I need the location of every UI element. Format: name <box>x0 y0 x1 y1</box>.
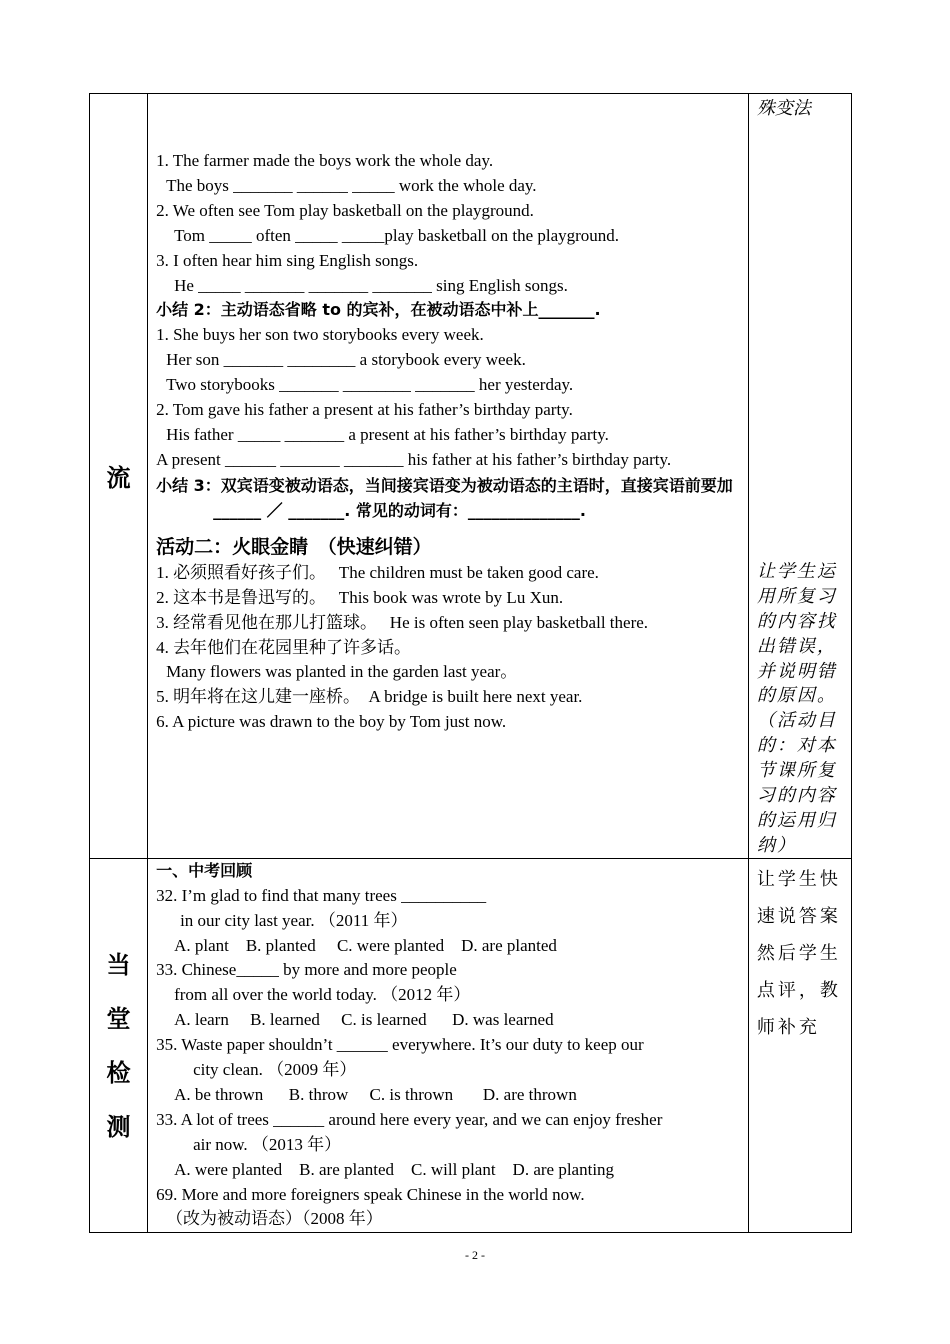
correction-item: Many flowers was planted in the garden last year。 <box>166 662 518 682</box>
stage-char: 当 <box>106 950 131 979</box>
question-stem: 33. A lot of trees ______ around here every year, and we can enjoy fresher <box>156 1109 663 1129</box>
question-options: A. plant B. planted C. were planted D. are planted <box>174 935 557 955</box>
question-stem: 35. Waste paper shouldn’t ______ everywhere. It’s our duty to keep our <box>156 1035 644 1055</box>
side-note-test: 让学生快速说答案然后学生点评，教师补充 <box>756 868 841 1037</box>
question-stem: 69. More and more foreigners speak Chinese in the world now. <box>156 1184 585 1204</box>
correction-item: 2. 这本书是鲁迅写的。 This book was wrote by Lu Xun. <box>156 587 564 607</box>
exercise-line: He _____ _______ _______ _______ sing English songs. <box>174 275 568 295</box>
exercise-line: 2. Tom gave his father a present at his father’s birthday party. <box>156 400 573 420</box>
exercise-line: His father _____ _______ a present at his father’s birthday party. <box>166 424 609 444</box>
lesson-table <box>89 93 852 1233</box>
stage-char: 堂 <box>106 1004 131 1033</box>
exercise-line: A present ______ _______ _______ his father at his father’s birthday party. <box>156 449 672 469</box>
process-row <box>90 94 852 859</box>
page-number: - 2 - <box>465 1248 485 1262</box>
stage-cell-process <box>90 94 148 859</box>
side-note-activity: 让学生运用所复习的内容找出错误，并说明错的原因。（活动目的：对本节课所复习的内容的运用归纳） <box>756 560 837 855</box>
exercise-line: Two storybooks _______ ________ _______ her yesterday. <box>166 375 574 395</box>
question-stem: in our city last year. （2011 年） <box>180 910 408 930</box>
correction-item: 4. 去年他们在花园里种了许多话。 <box>156 637 412 657</box>
exercise-line: 3. I often hear him sing English songs. <box>156 250 419 270</box>
summary-3: 小结 3：双宾语变被动语态，当间接宾语变为被动语态的主语时，直接宾语前要加______ ／ _______. 常见的动词有：______________. <box>156 475 733 520</box>
exercise-line: 1. She buys her son two storybooks every week. <box>156 325 484 345</box>
question-stem: 33. Chinese_____ by more and more people <box>156 960 457 980</box>
summary-2: 小结 2：主动语态省略 to 的宾补，在被动语态中补上_______. <box>156 300 601 320</box>
section-title: 一、中考回顾 <box>156 860 253 880</box>
question-options: A. learn B. learned C. is learned D. was learned <box>174 1010 554 1030</box>
exercise-line: 1. The farmer made the boys work the whole day. <box>156 151 494 170</box>
question-options: A. were planted B. are planted C. will plant D. are planting <box>174 1159 615 1179</box>
test-row <box>90 858 852 1233</box>
exercise-line: 2. We often see Tom play basketball on the playground. <box>156 200 534 220</box>
process-note-cell <box>748 94 851 859</box>
test-content-cell <box>148 858 749 1233</box>
test-note-cell <box>748 858 851 1233</box>
question-stem: 32. I’m glad to find that many trees __________ <box>156 885 487 905</box>
correction-item: 6. A picture was drawn to the boy by Tom just now. <box>156 712 507 732</box>
correction-item: 3. 经常看见他在那儿打篮球。 He is often seen play basketball there. <box>156 612 649 632</box>
question-stem: city clean. （2009 年） <box>193 1060 357 1080</box>
exercise-line: Her son _______ ________ a storybook every week. <box>166 350 526 370</box>
question-options: A. be thrown B. throw C. is thrown D. are thrown <box>174 1084 577 1104</box>
question-instruction: （改为被动语态）（2008 年） <box>166 1209 383 1229</box>
side-note-top: 殊变法 <box>756 98 811 118</box>
activity-2-title: 活动二：火眼金睛 （快速纠错） <box>156 535 432 558</box>
exercise-line: The boys _______ ______ _____ work the whole day. <box>166 175 537 195</box>
correction-item: 1. 必须照看好孩子们。 The children must be taken good care. <box>156 562 599 582</box>
stage-cell-test <box>90 858 148 1233</box>
question-stem: from all over the world today. （2012 年） <box>174 985 471 1005</box>
stage-char: 检 <box>106 1058 131 1087</box>
exercise-line: Tom _____ often _____ _____play basketball on the playground. <box>174 225 620 245</box>
stage-char: 测 <box>106 1112 131 1141</box>
correction-item: 5. 明年将在这儿建一座桥。 A bridge is built here next year. <box>156 687 583 707</box>
process-content-cell <box>148 94 749 859</box>
question-stem: air now. （2013 年） <box>193 1134 342 1154</box>
stage-label: 流 <box>106 464 131 493</box>
